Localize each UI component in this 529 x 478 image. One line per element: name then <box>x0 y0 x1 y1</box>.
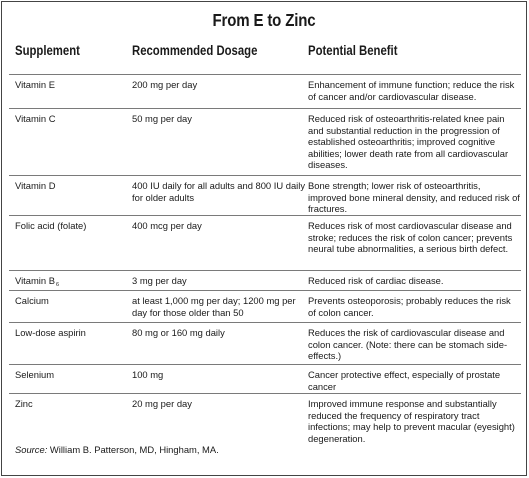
table-frame <box>1 1 527 476</box>
cell-benefit: Improved immune response and substantially reduced the frequency of respiratory tract infections; may help to prevent macular (eyesight) degeneration. <box>308 398 515 444</box>
cell-benefit: Reduced risk of osteoarthritis-related knee pain and substantial reduction in the progression of established osteoarthritis; improved cognitive abilities; lower death rate from all cardiovascular diseases. <box>308 113 509 170</box>
cell-supplement: Vitamin E <box>15 79 55 90</box>
header-benefit: Potential Benefit <box>308 43 398 58</box>
cell-benefit: Enhancement of immune function; reduce the risk of cancer and/or cardiovascular disease. <box>308 79 515 102</box>
table-row <box>9 108 521 175</box>
supplement-subscript: 6 <box>55 282 60 288</box>
source-note <box>15 444 219 455</box>
header-dosage: Recommended Dosage <box>132 43 258 58</box>
table-row <box>9 215 521 270</box>
source-text: William B. Patterson, MD, Hingham, MA. <box>49 444 219 455</box>
cell-supplement: Low-dose aspirin <box>15 327 86 338</box>
table-row <box>9 270 521 290</box>
supplement-name: Vitamin B <box>15 275 55 286</box>
table-row <box>9 322 521 364</box>
table-row <box>9 175 521 215</box>
table-row <box>9 364 521 393</box>
cell-supplement: Calcium <box>15 295 49 306</box>
cell-dosage: 400 mcg per day <box>132 220 202 231</box>
cell-supplement: Vitamin D <box>15 180 56 191</box>
table-row <box>9 393 521 443</box>
cell-supplement: Folic acid (folate) <box>15 220 87 231</box>
table-body <box>9 74 521 443</box>
cell-benefit: Reduces the risk of cardiovascular disease and colon cancer. (Note: there can be stomach side-effects.) <box>308 327 508 361</box>
cell-dosage: 3 mg per day <box>132 275 187 286</box>
table-header <box>2 43 526 63</box>
cell-benefit: Bone strength; lower risk of osteoarthritis, improved bone mineral density, and reduced risk of fractures. <box>308 180 520 214</box>
cell-benefit: Cancer protective effect, especially of prostate cancer <box>308 369 501 392</box>
header-supplement: Supplement <box>15 43 80 58</box>
table-title: From E to Zinc <box>212 10 316 30</box>
cell-benefit: Prevents osteoporosis; probably reduces the risk of colon cancer. <box>308 295 511 318</box>
cell-dosage: 80 mg or 160 mg daily <box>132 327 225 338</box>
cell-dosage: 400 IU daily for all adults and 800 IU daily for older adults <box>132 180 306 203</box>
source-label: Source: <box>15 444 48 455</box>
cell-dosage: 20 mg per day <box>132 398 192 409</box>
cell-dosage: 200 mg per day <box>132 79 198 90</box>
cell-dosage: 50 mg per day <box>132 113 192 124</box>
cell-supplement: Selenium <box>15 369 55 380</box>
cell-benefit: Reduced risk of cardiac disease. <box>308 275 444 286</box>
cell-dosage: at least 1,000 mg per day; 1200 mg per day for those older than 50 <box>132 295 296 318</box>
table-row <box>9 74 521 108</box>
cell-benefit: Reduces risk of most cardiovascular disease and stroke; reduces the risk of colon cancer; prevents neural tube abnormalities, a serious birth defect. <box>308 220 513 254</box>
cell-dosage: 100 mg <box>132 369 164 380</box>
cell-supplement: Vitamin C <box>15 113 56 124</box>
cell-supplement: Zinc <box>15 398 33 409</box>
table-row <box>9 290 521 322</box>
